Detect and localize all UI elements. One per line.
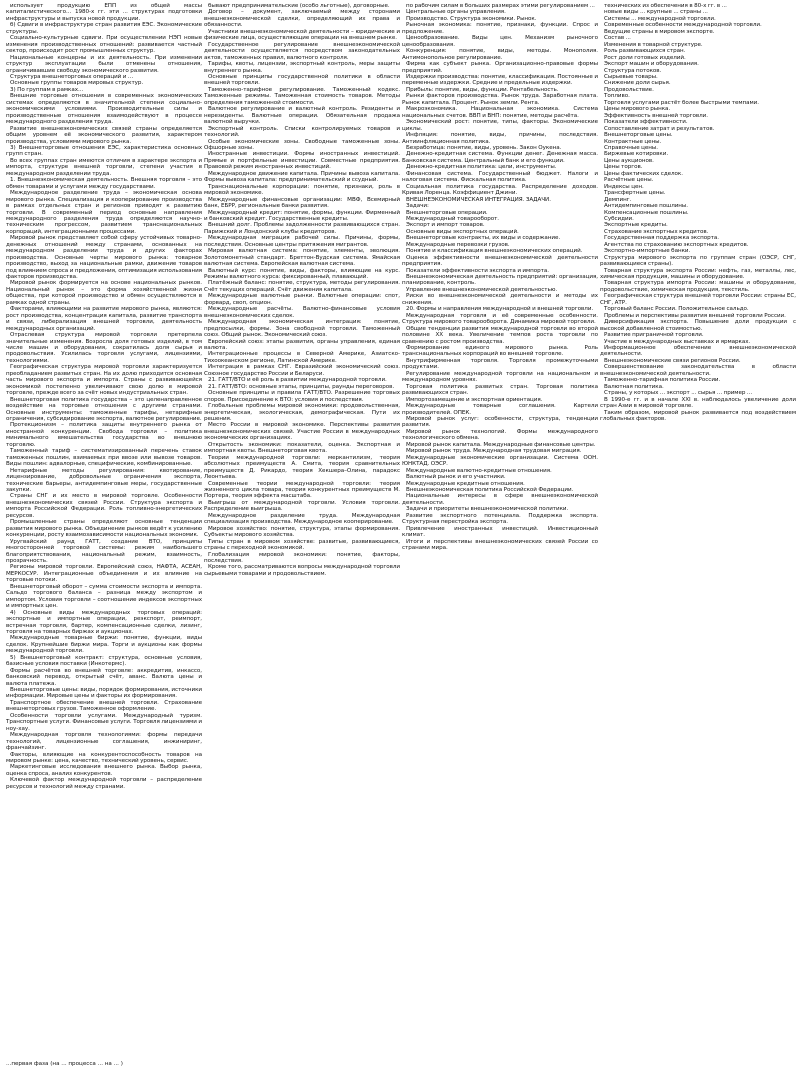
paragraph: Глобальные проблемы мировой экономики: продовольственная, энергетическая, экологическая, демографическая. Пути их решения. (204, 403, 400, 422)
paragraph: Социально-культурные сдвиги. При осуществлении НЭП новые изменения производственных отношений: развивается частный сектор, происходит рост промышленных структур. (6, 35, 202, 55)
paragraph: Сырьевые товары. (604, 73, 658, 80)
paragraph: Внешнеэкономические связи регионов России. (604, 357, 741, 364)
paragraph: Внешнеторговые цены: виды, порядок формирования, источники информации. Мировые цены и факторы их формирования. (6, 687, 202, 700)
paragraph: Международная торговля и её современные особенности. Структура мирового товарооборота. Динамика мировой торговли. (402, 312, 598, 326)
paragraph: Мировой рынок представляет собой сферу устойчивых товарно-денежных отношений между странами, основанных на международном разделении труда и других факторах производства. Основные черты мирового рынка: товарное производство, выход за национальные рамки, движение товаров под влиянием спроса и предложения, оптимизация использования факторов производства. (6, 235, 202, 281)
paragraph: Внешнеторговые операции. (406, 209, 488, 216)
paragraph: Маркетинговые исследования внешнего рынка. Выбор рынка, оценка спроса, анализ конкурентов. (6, 764, 202, 777)
paragraph: Формы расчётов во внешней торговле: аккредитив, инкассо, банковский перевод, открытый счёт, аванс. Валюта цены и валюта платежа. (6, 667, 202, 687)
paragraph: Цены аукционов. (604, 157, 654, 164)
paragraph: Показатели эффективности. (604, 119, 688, 126)
paragraph: Цены мирового рынка. (604, 106, 671, 113)
paragraph: 5) Внешнеторговый контракт: структура, основные условия, базисные условия поставки (Инкотермс). (6, 654, 202, 668)
paragraph: Цены фактических сделок. (604, 170, 683, 177)
paragraph: Типы стран в мировом хозяйстве: развитые, развивающиеся, страны с переходной экономикой. (204, 538, 400, 552)
paragraph: Информационное обеспечение внешнеэкономической деятельности. (600, 345, 796, 358)
paragraph: Цены торгов. (604, 164, 643, 171)
paragraph: Национальные концерны и их деятельность. При изменении структур эксплуатации были отменены отношения, ограничивавшие свободу экономического развития. (6, 54, 202, 74)
paragraph: Компенсационные пошлины. (604, 209, 689, 216)
paragraph: 3) По группам в рамках... (10, 86, 84, 93)
paragraph: Факторами, влияющими на развитие мирового рынка, являются: рост производства, концентрация капитала, развитие транспорта и связи, либерализация внешней торговли, деятельность международных организаций. (6, 306, 202, 332)
paragraph: Основные принципы и правила ГАТТ/ВТО. Разрешение торговых споров. Присоединение к ВТО: условия и последствия. (204, 390, 400, 403)
paragraph: по рабочим силам в больших размерах этими регулированием ... (406, 3, 595, 9)
paragraph: Таким образом, мировой рынок развивается под воздействием глобальных факторов. (600, 409, 796, 422)
paragraph: Индексы цен. (604, 183, 644, 190)
paragraph: Центральные органы управления. (406, 9, 506, 16)
paragraph: Во всех группах стран имеются отличия в характере экспорта и импорта, структуре внешней торговли, степени участия в международном разделении труда. (6, 157, 202, 177)
paragraph: Международные товарные соглашения. Картели производителей. ОПЕК. (402, 403, 598, 416)
paragraph: Развитие приграничной торговли. (604, 332, 704, 339)
paragraph: Глобализация мировой экономики: понятие, факторы, последствия. (204, 551, 400, 564)
paragraph: Рыночная экономика: понятие, признаки, функции. Спрос и предложение. (402, 22, 598, 35)
paragraph: Кроме того, рассматриваются вопросы международной торговли сырьевыми товарами и продовольствием. (204, 564, 400, 577)
paragraph: Ведущие страны в мировом экспорте. (604, 28, 715, 35)
paragraph: Тарифы, квоты, лицензии, экспортный контроль, меры защиты внутреннего рынка. (204, 61, 400, 74)
paragraph: Интеграционные процессы в Северной Америке, Азиатско-Тихоокеанском регионе, Латинской Америке. (204, 351, 400, 364)
paragraph: Внутрифирменная торговля. Торговля промежуточными продуктами. (402, 357, 598, 371)
paragraph: Основные виды экспортных операций. (406, 228, 519, 235)
paragraph: Международное движение капитала. Причины вывоза капитала. Формы вывоза капитала: предпринимательский и ссудный. (204, 170, 400, 184)
paragraph: Торговая политика развитых стран. Торговая политика развивающихся стран. (402, 383, 598, 397)
paragraph: Экспорт и импорт товаров. (406, 222, 485, 229)
paragraph: Европейский союз: этапы развития, органы управления, единая валюта. (204, 338, 400, 352)
paragraph: Производство. Структура экономики. Рынок. (406, 15, 537, 22)
paragraph: Участие в международных выставках и ярмарках. (604, 338, 751, 345)
paragraph: Прибыль: понятие, виды, функции. Рентабельность. (406, 86, 559, 93)
paragraph: Валютное регулирование и валютный контроль. Резиденты и нерезиденты. Валютные операции. Обязательная продажа валютной выручки. (204, 106, 400, 126)
paragraph: Антидемпинговые пошлины. (604, 203, 689, 210)
paragraph: Отраслевая структура мировой торговли претерпела значительные изменения. Возросла доля готовых изделий, в том числе машин и оборудования, сократилась доля сырья и продовольствия. Усилилась торговля услугами, лицензиями, технологиями. (6, 332, 202, 364)
paragraph: Государственное регулирование внешнеэкономической деятельности осуществляется посредством законодательных актов, таможенных правил, валютного контроля. (204, 41, 400, 61)
paragraph: Участники внешнеэкономической деятельности – юридические и физические лица, осуществляющие операции на внешнем рынке. (204, 28, 400, 42)
paragraph: Топливо. (604, 93, 630, 100)
paragraph: Мировой рынок услуг: особенности, структура, тенденции развития. (402, 416, 598, 429)
paragraph: Изменения в товарной структуре. (604, 41, 703, 48)
paragraph: Экспортный контроль. Списки контролируемых товаров и технологий. (204, 125, 400, 139)
paragraph: Таможенно-тарифная политика России. (604, 377, 721, 384)
paragraph: Контрактные цены. (604, 138, 662, 145)
paragraph: Проблемы и перспективы развития внешней торговли России. (604, 312, 786, 319)
paragraph: Эффективность внешней торговли. (604, 112, 708, 119)
paragraph: Развитие экспортного потенциала. Поддержка экспорта. Структурная перестройка экспорта. (402, 512, 598, 526)
paragraph: 20. Формы и направления международной и внешней торговли. (406, 306, 594, 313)
paragraph: Договор – документ, заключаемый между сторонами внешнеэкономической сделки, определяющий их права и обязанности. (204, 9, 400, 29)
paragraph: Внешнеторговая политика государства – это целенаправленное воздействие на торговые отношения с другими странами. Основные инструменты: таможенные тарифы, нетарифные ограничения, субсидирование экспорта, валютное регулирование. (6, 396, 202, 422)
paragraph: В 1990-е гг. и в начале XXI в. наблюдалось увеличение доли стран Азии в мировой торговле. (600, 396, 796, 410)
paragraph: бывают предпринимательские (особо льготные), договорные. (208, 3, 390, 9)
paragraph: Таможенный тариф – систематизированный перечень ставок таможенных пошлин, взимаемых при ввозе или вывозе товаров. Виды пошлин: адвалорные, специфические, комбинированные. (6, 448, 202, 468)
paragraph: Интеграция в рамках СНГ. Евразийский экономический союз. Союзное государство России и Беларуси. (204, 364, 400, 377)
paragraph: Международные валютные рынки. Валютные операции: спот, форвард, своп, опцион. (204, 293, 400, 306)
paragraph: Международная экономическая интеграция: понятие, предпосылки, формы. Зона свободной торговли. Таможенный союз. Общий рынок. Экономический союз. (204, 319, 400, 339)
paragraph: Экспортно-импортные банки. (604, 248, 691, 255)
paragraph: Оценка эффективности внешнеэкономической деятельности предприятия. (402, 254, 598, 268)
paragraph: Диверсификация экспорта. Повышение доли продукции с высокой добавленной стоимостью. (600, 319, 796, 332)
paragraph: Международный товарооборот. (406, 215, 500, 222)
paragraph: Внешнеэкономическая деятельность предприятий: организация, планирование, контроль. (402, 274, 598, 287)
paragraph: использует продукцию ЕПП из общей массы капиталистического... 1980-х гг. эти ... структурах подготовки инфраструктуры и выпуска новой продукции. (6, 3, 202, 22)
paragraph: Платёжный баланс: понятие, структура, методы регулирования. Счёт текущих операций. Счёт движения капитала. (204, 280, 400, 293)
paragraph: Международная миграция рабочей силы. Причины, формы, последствия. Основные центры притяжения мигрантов. (204, 235, 400, 248)
paragraph: Понятие и классификация внешнеэкономических операций. (406, 248, 583, 255)
paragraph: Международная торговля технологиями: формы передачи технологий, лицензионные соглашения, инжиниринг, франчайзинг. (6, 732, 202, 752)
paragraph: Протекционизм – политика защиты внутреннего рынка от иностранной конкуренции. Свобода торговли – политика минимального вмешательства государства во внешнюю торговлю. (6, 422, 202, 448)
paragraph: Мировое хозяйство: понятие, структура, этапы формирования. Субъекты мирового хозяйства. (204, 525, 400, 539)
paragraph: Снижение доли сырья. (604, 80, 671, 87)
paragraph: новые виды ... крупные ... страны ... (604, 9, 708, 16)
paragraph: Расчётные цены. (604, 177, 654, 184)
paragraph: Мировой рынок капитала. Международные финансовые центры. (406, 441, 596, 448)
paragraph: Внешний долг. Проблемы задолженности развивающихся стран. Парижский и Лондонский клубы кредиторов. (204, 222, 400, 235)
paragraph: Факторы, влияющие на конкурентоспособность товаров на мировом рынке: цена, качество, технический уровень, сервис. (6, 751, 202, 765)
paragraph: Промышленные страны определяют основные тенденции развития мирового рынка. Объединение рынков ведёт к усилению конкуренции, росту взаимозависимости национальных экономик. (6, 519, 202, 539)
paragraph: Привлечение иностранных инвестиций. Инвестиционный климат. (402, 525, 598, 539)
paragraph: Безработица: понятие, виды, уровень. Закон Оукена. (406, 144, 562, 151)
paragraph: Торговля услугами растёт более быстрыми темпами. (604, 99, 759, 106)
paragraph: Демпинг. (604, 196, 632, 203)
paragraph: Основные принципы государственной политики в области внешней торговли. (204, 73, 400, 87)
paragraph: Экспортные кредиты. (604, 222, 668, 229)
paragraph: Особые экономические зоны. Свободные таможенные зоны. Офшорные зоны. (204, 138, 400, 151)
paragraph: Внешнеторговые контракты, их виды и содержание. (406, 235, 561, 242)
paragraph: Развитие внешнеэкономических связей страны определяется общим уровнем её экономического развития, характером производства, условиями мирового рынка. (6, 125, 202, 145)
paragraph: Особенности торговли услугами. Международный туризм. Транспортные услуги. Финансовые услуги. Торговля лицензиями и ноу-хау. (6, 712, 202, 732)
paragraph: Место России в мировой экономике. Перспективы развития внешнеэкономических связей. Участие России в международных экономических организациях. (204, 422, 400, 442)
paragraph: Современные особенности международной торговли. (604, 22, 762, 29)
paragraph: Биржевые котировки. (604, 151, 669, 158)
text-column-1 (6, 3, 202, 1061)
paragraph: Ключевой фактор международной торговли – распределение ресурсов и технологий между странами. (6, 777, 202, 790)
paragraph: Сопоставление затрат и результатов. (604, 125, 715, 132)
paragraph: Рост доли готовых изделий. (604, 54, 686, 61)
paragraph: Задачи и приоритеты внешнеэкономической политики. (406, 506, 569, 513)
paragraph: Внешнеэкономическая политика Российской Федерации. (406, 486, 574, 493)
paragraph: Транснациональные корпорации: понятие, признаки, роль в мировой экономике. (204, 183, 400, 197)
paragraph: технических из обеспечения в 80-х гг. в ... (604, 3, 727, 9)
paragraph: Структура потоков. (604, 67, 662, 74)
paragraph: Денежно-кредитная политика: цели, инструменты. (406, 164, 557, 171)
paragraph: Агентства по страхованию экспортных кредитов. (604, 241, 749, 248)
text-column-3 (402, 3, 598, 1061)
paragraph: Государственная поддержка экспорта. (604, 235, 719, 242)
paragraph: Денежно-кредитная система. Функции денег. Денежная масса. Банковская система. Центральный банк и его функции. (402, 151, 598, 164)
paragraph: Экономический рост: понятие, типы, факторы. Экономические циклы. (402, 119, 598, 132)
paragraph: Уругвайский раунд ГАТТ, создание ВТО, принципы многосторонней торговой системы: режим наибольшего благоприятствования, национальный режим, взаимность, прозрачность. (6, 538, 202, 564)
paragraph: Инфляция: понятие, виды, причины, последствия. Антиинфляционная политика. (402, 132, 598, 145)
paragraph: Нетарифные методы регулирования: квотирование, лицензирование, добровольные ограничения экспорта, технические барьеры, антидемпинговые меры, государственные закупки. (6, 467, 202, 493)
paragraph: Регулирование международной торговли на национальном и международном уровнях. (402, 370, 598, 384)
paragraph: Международные перевозки грузов. (406, 241, 510, 248)
paragraph: Международное разделение труда. Международная специализация производства. Международное кооперирование. (204, 512, 400, 526)
paragraph: Мировой рынок технологий. Формы международного технологического обмена. (402, 428, 598, 442)
paragraph: Географическая структура внешней торговли России: страны ЕС, СНГ, АТР. (600, 293, 796, 306)
paragraph: Мировая валютная система: понятие, элементы, эволюция. Золотомонетный стандарт. Бреттон-Вудская система. Ямайская валютная система. Европейская валютная система. (204, 248, 400, 268)
page-footer: ...первая фаза (на ... процесса ... на ... ) (6, 1061, 123, 1067)
paragraph: Импортозамещение и экспортная ориентация. (406, 396, 543, 403)
paragraph: Товарная структура импорта России: машины и оборудование, продовольствие, химическая продукция, текстиль. (600, 280, 796, 293)
paragraph: 4) Основные виды международных торговых операций: экспортные и импортные операции, реэкспорт, реимпорт, встречная торговля, бартер, компенсационные сделки, лизинг, торговля на товарных биржах и аукционах. (6, 609, 202, 635)
paragraph: 21. ГАТТ/ВТО: основные этапы, принципы, раунды переговоров. (208, 383, 395, 390)
paragraph: Открытость экономики: показатели, оценка. Экспортная и импортная квоты. Внешнеторговая квота. (204, 441, 400, 455)
paragraph: Валютный курс: понятие, виды, факторы, влияющие на курс. Режимы валютного курса: фиксированный, плавающий. (204, 267, 400, 281)
paragraph: Экспорт машин и оборудования. (604, 61, 699, 68)
paragraph: Выигрыш от международной торговли. Условия торговли. Распределение выигрыша. (204, 499, 400, 513)
paragraph: Современные теории международной торговли: теория жизненного цикла товара, теория конкурентных преимуществ М. Портера, теория эффекта масштаба. (204, 480, 400, 500)
paragraph: Макроэкономика. Национальная экономика. Система национальных счетов. ВВП и ВНП: понятие, методы расчёта. (402, 106, 598, 119)
paragraph: Управление внешнеэкономической деятельностью. (406, 286, 558, 293)
paragraph: Валютный рынок и его участники. (406, 474, 506, 481)
paragraph: Внешние торговые отношения в современных экономических системах определяются в значительной степени социально-экономическими условиями. Производительные силы и производственные отношения взаимодействуют в процессе международного разделения труда. (6, 93, 202, 126)
paragraph: Страны СНГ и их место в мировой торговле. Особенности внешнеэкономических связей России. Структура экспорта и импорта Российской Федерации. Роль топливно-энергетических ресурсов. (6, 493, 202, 519)
text-column-4 (600, 3, 796, 1061)
paragraph: Субсидии. (604, 215, 634, 222)
paragraph: Рынки факторов производства. Рынок труда. Заработная плата. Рынок капитала. Процент. Рынок земли. Рента. (402, 93, 598, 106)
paragraph: Транспортное обеспечение внешней торговли. Страхование внешнеторговых грузов. Таможенное оформление. (6, 699, 202, 713)
paragraph: Роль развивающихся стран. (604, 48, 686, 55)
paragraph: Регионы мировой торговли. Европейский союз, НАФТА, АСЕАН, МЕРКОСУР. Интеграционные объединения и их влияние на торговые потоки. (6, 564, 202, 584)
paragraph: Теории международной торговли: меркантилизм, теория абсолютных преимуществ А. Смита, теория сравнительных преимуществ Д. Рикардо, теория Хекшера–Олина, парадокс Леонтьева. (204, 454, 400, 481)
paragraph: Совершенствование законодательства в области внешнеэкономической деятельности. (600, 364, 796, 377)
paragraph: Таможенно-тарифное регулирование. Таможенный кодекс. Таможенные режимы. Таможенная стоимость товаров. Методы определения таможенной стоимости. (204, 86, 400, 106)
paragraph: Продовольствие. (604, 86, 654, 93)
paragraph: Фирма как субъект рынка. Организационно-правовые формы предприятий. (402, 61, 598, 74)
text-columns (6, 3, 802, 1061)
paragraph: ВНЕШНЕЭКОНОМИЧЕСКАЯ ИНТЕГРАЦИЯ. ЗАДАЧИ. (406, 196, 551, 203)
paragraph: Финансовая система. Государственный бюджет. Налоги и налоговая система. Фискальная политика. (402, 170, 598, 184)
paragraph: Основные группы товаров мировых структур. (10, 80, 144, 87)
paragraph: Издержки производства: понятие, классификация. Постоянные и переменные издержки. Средние и предельные издержки. (402, 73, 598, 87)
paragraph: Международные финансовые организации: МВФ, Всемирный банк, ЕБРР, региональные банки развития. (204, 196, 400, 210)
paragraph: Социальная политика государства. Распределение доходов. Кривая Лоренца. Коэффициент Джини. (402, 183, 598, 197)
paragraph: Формирование единого мирового рынка. Роль транснациональных корпораций во внешней торговле. (402, 345, 598, 358)
paragraph: Мировой рынок формируется на основе национальных рынков. Национальный рынок – это форма хозяйственной жизни общества, при которой производство и обмен осуществляются в рамках одной страны. (6, 280, 202, 306)
paragraph: Международные кредитные отношения. (406, 480, 525, 487)
paragraph: Показатели эффективности экспорта и импорта. (406, 267, 549, 274)
paragraph: Страхование экспортных кредитов. (604, 228, 709, 235)
paragraph: Задачи: (406, 203, 429, 210)
paragraph: Валютная политика. (604, 383, 664, 390)
paragraph: Справочные цены. (604, 144, 658, 151)
paragraph: Международные расчёты. Валютно-финансовые условия внешнеэкономических сделок. (204, 306, 400, 319)
paragraph: Иностранные инвестиции. Формы иностранных инвестиций. Прямые и портфельные инвестиции. Совместные предприятия. Правовой режим иностранных инвестиций. (204, 151, 400, 171)
paragraph: 21. ГАТТ/ВТО и её роль в развитии международной торговли. (208, 377, 387, 384)
paragraph: Международный кредит: понятие, формы, функции. Фирменный и банковский кредит. Государственные кредиты. (204, 209, 400, 222)
text-column-2 (204, 3, 400, 1061)
paragraph: Географическая структура мировой торговли характеризуется преобладанием развитых стран. На их долю приходится основная часть мирового экспорта и импорта. Страны с развивающейся экономикой постепенно увеличивают свою долю в мировой торговле, прежде всего за счёт новых индустриальных стран. (6, 364, 202, 397)
paragraph: Мировой рынок труда. Международная трудовая миграция. (406, 448, 582, 455)
paragraph: Национальные интересы в сфере внешнеэкономической деятельности. (402, 493, 598, 506)
paragraph: Структура внешнеторговых операций и ... (10, 73, 134, 80)
paragraph: Риски во внешнеэкономической деятельности и методы их снижения. (402, 293, 598, 306)
paragraph: Товарная структура экспорта России: нефть, газ, металлы, лес, химическая продукция, машины и оборудование. (600, 267, 796, 281)
paragraph: 3) Внешнеторговые отношения ЕЭС, характеристика основных групп стран. (6, 144, 202, 158)
paragraph: Международные валютно-кредитные отношения. (406, 467, 552, 474)
paragraph: Общие тенденции развития международной торговли во второй половине XX века. Увеличение темпов роста торговли по сравнению с ростом производства. (402, 325, 598, 345)
paragraph: Ценообразование. Виды цен. Механизм рыночного ценообразования. (402, 35, 598, 48)
paragraph: Торговый баланс России. Положительное сальдо. (604, 306, 749, 313)
paragraph: б) Сдвиги в инфраструктуре стран развития ЕЭС. Экономические структуры. (6, 22, 202, 35)
paragraph: Системы ... международной торговли. (604, 15, 716, 22)
paragraph: Международные экономические организации. Система ООН. ЮНКТАД. ОЭСР. (402, 454, 598, 468)
paragraph: Международное разделение труда – экономическая основа мирового рынка. Специализация и кооперирование производства в рамках отдельных стран и регионов приводят к развитию торговли. В современный период основные направления международного разделения труда определяются научно-техническим прогрессом, развитием транснациональных корпораций, интеграционными процессами. (6, 190, 202, 235)
paragraph: Трансфертные цены. (604, 190, 666, 197)
paragraph: Внешнеторговый оборот – сумма стоимости экспорта и импорта. Сальдо торгового баланса – разница между экспортом и импортом. Условия торговли – соотношение индексов экспортных и импортных цен. (6, 583, 202, 610)
paragraph: Внешнеторговые цены. (604, 132, 673, 139)
paragraph: Состав ... (604, 35, 631, 42)
paragraph: 1. Внешнеэкономическая деятельность. Внешняя торговля – это обмен товарами и услугами между государствами. (6, 177, 202, 190)
paragraph: Конкуренция: понятие, виды, методы. Монополия. Антимонопольное регулирование. (402, 48, 598, 61)
paragraph: Страны, у которых ... экспорт ... сырья ... пример ... (604, 390, 753, 397)
paragraph: Итоги и перспективы внешнеэкономических связей России со странами мира. (402, 538, 598, 552)
paragraph: Структура мирового экспорта по группам стран (ОЭСР, СНГ, развивающиеся страны). (600, 254, 796, 268)
paragraph: Международные товарные биржи: понятие, функции, виды сделок. Крупнейшие биржи мира. Торги и аукционы как формы международной торговли. (6, 635, 202, 655)
